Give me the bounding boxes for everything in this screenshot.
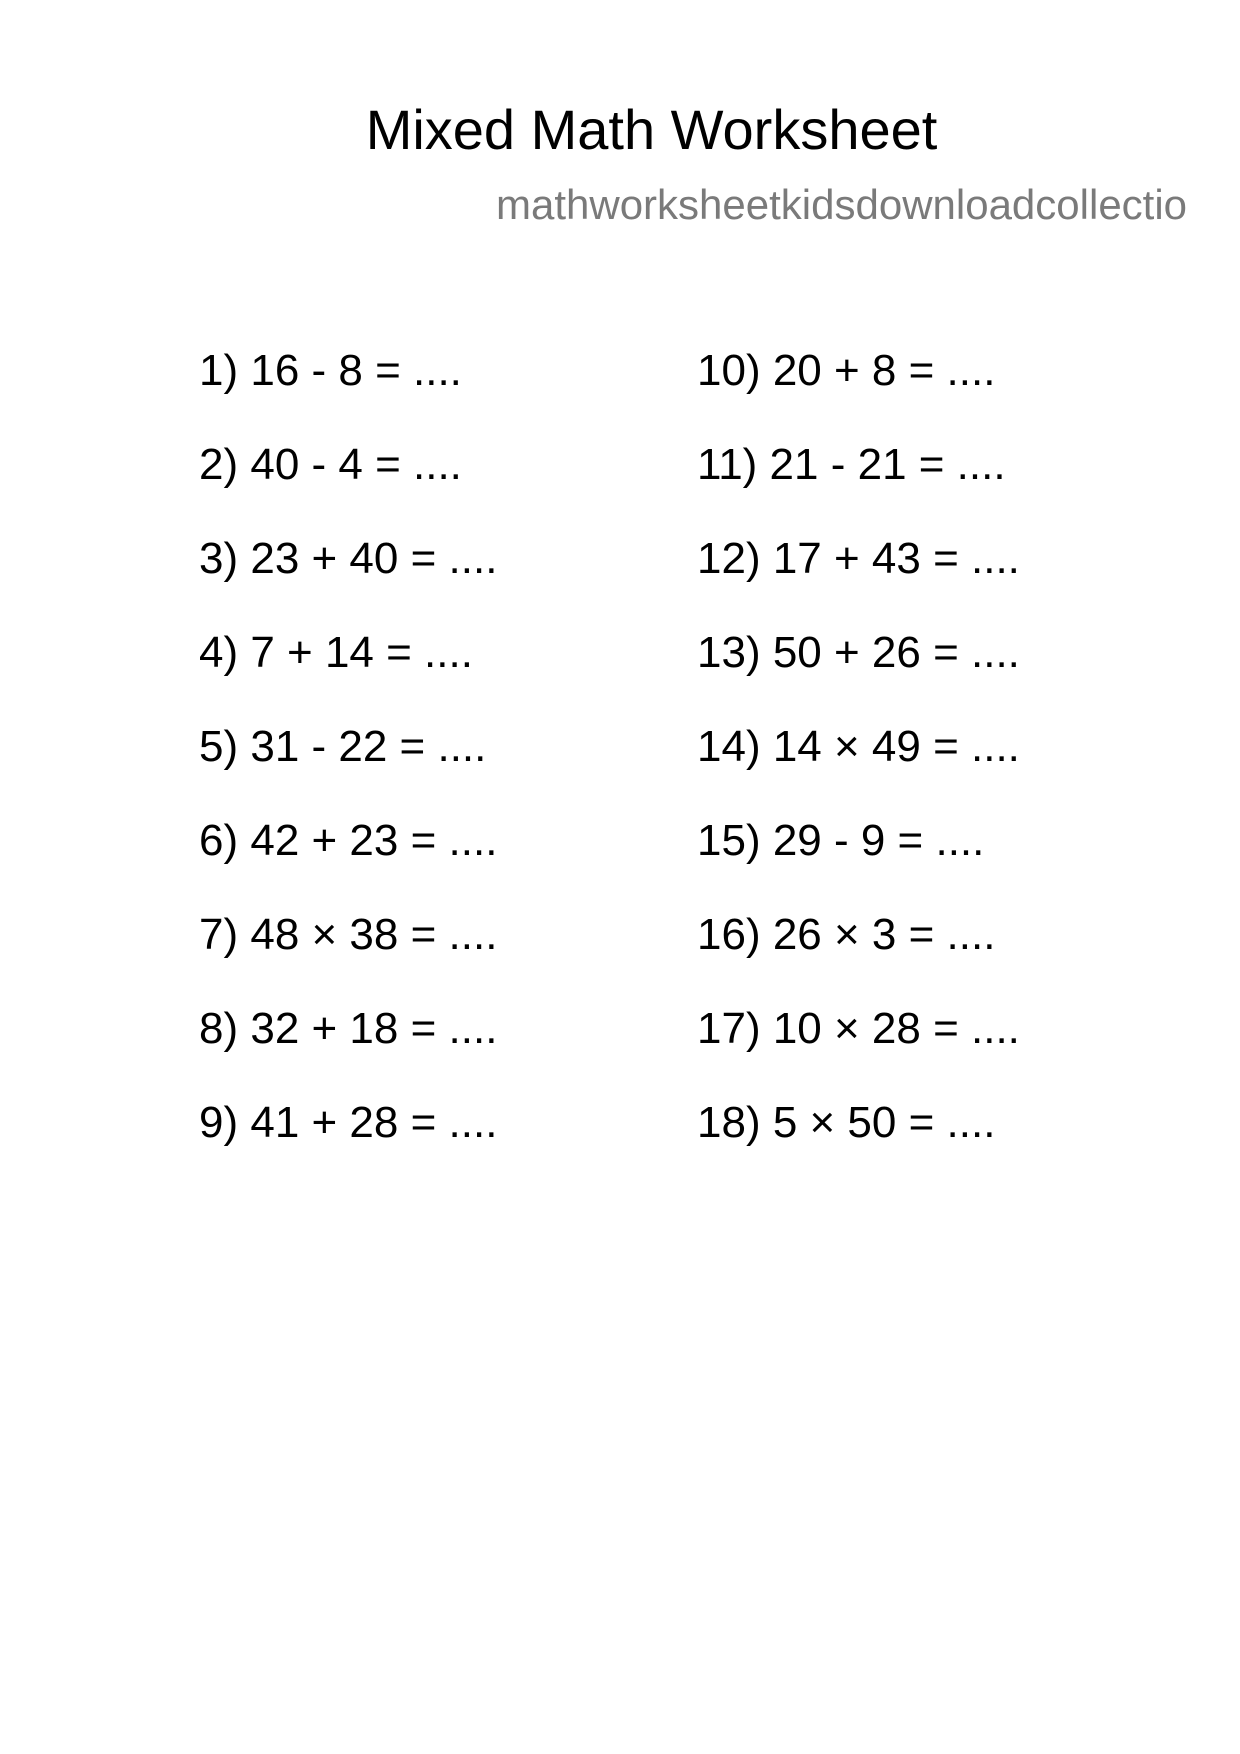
- problem-11: 11) 21 - 21 = ....: [697, 440, 1006, 489]
- problem-10: 10) 20 + 8 = ....: [697, 346, 996, 395]
- problem-12: 12) 17 + 43 = ....: [697, 534, 1020, 583]
- problem-7: 7) 48 × 38 = ....: [199, 910, 498, 959]
- problem-5: 5) 31 - 22 = ....: [199, 722, 487, 771]
- problem-2: 2) 40 - 4 = ....: [199, 440, 462, 489]
- problem-17: 17) 10 × 28 = ....: [697, 1004, 1020, 1053]
- problem-4: 4) 7 + 14 = ....: [199, 628, 473, 677]
- problem-6: 6) 42 + 23 = ....: [199, 816, 498, 865]
- worksheet-title: Mixed Math Worksheet: [365, 98, 938, 161]
- problem-14: 14) 14 × 49 = ....: [697, 722, 1020, 771]
- problem-column-right: [697, 345, 1020, 1191]
- problem-15: 15) 29 - 9 = ....: [697, 816, 985, 865]
- worksheet-subtitle: mathworksheetkidsdownloadcollectio: [496, 181, 1188, 228]
- problem-1: 1) 16 - 8 = ....: [199, 346, 462, 395]
- problem-16: 16) 26 × 3 = ....: [697, 910, 996, 959]
- problem-3: 3) 23 + 40 = ....: [199, 534, 498, 583]
- problem-8: 8) 32 + 18 = ....: [199, 1004, 498, 1053]
- problem-13: 13) 50 + 26 = ....: [697, 628, 1020, 677]
- problem-9: 9) 41 + 28 = ....: [199, 1098, 498, 1147]
- problem-18: 18) 5 × 50 = ....: [697, 1098, 996, 1147]
- problem-column-left: [199, 345, 497, 1191]
